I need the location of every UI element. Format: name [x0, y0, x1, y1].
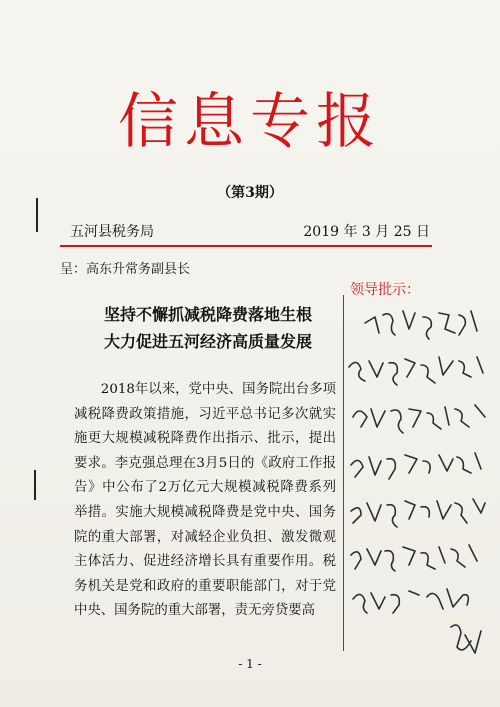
recipient-line: 呈：高东升常务副县长: [60, 262, 191, 277]
article-title: [104, 301, 312, 355]
handwritten-annotation: [343, 305, 493, 665]
annotation-label: 领导批示：: [350, 282, 420, 298]
issue-date: 2019 年 3 月 25 日: [303, 224, 430, 240]
issue-number: （第3期）: [217, 185, 283, 201]
masthead-title: 信息专报: [118, 87, 382, 157]
binding-mark-top: [36, 198, 38, 232]
binding-mark-bottom: [34, 470, 36, 500]
article-body: [74, 378, 336, 624]
issuing-organization: 五河县税务局: [70, 224, 154, 240]
body-paragraph: 2018年以来，党中央、国务院出台多项减税降费政策措施，习近平总书记多次就实施更大规模减税降费作出指示、批示，提出要求。李克强总理在3月5日的《政府工作报告》中公布了2万亿元大规模减税降费系列举措。实施大规模减税降费是党中央、国务院的重大部署，对减轻企业负担、激发微观主体活力、促进经济增长具有重要作用。税务机关是党和政府的重要职能部门，对于党中央、国务院的重大部署，责无旁贷要高: [74, 382, 336, 619]
title-line-1: 坚持不懈抓减税降费落地生根: [104, 305, 313, 324]
red-divider: [60, 245, 432, 247]
title-line-2: 大力促进五河经济高质量发展: [104, 332, 313, 351]
page-number: - 1 -: [238, 657, 262, 671]
issuer-row: [70, 221, 430, 241]
